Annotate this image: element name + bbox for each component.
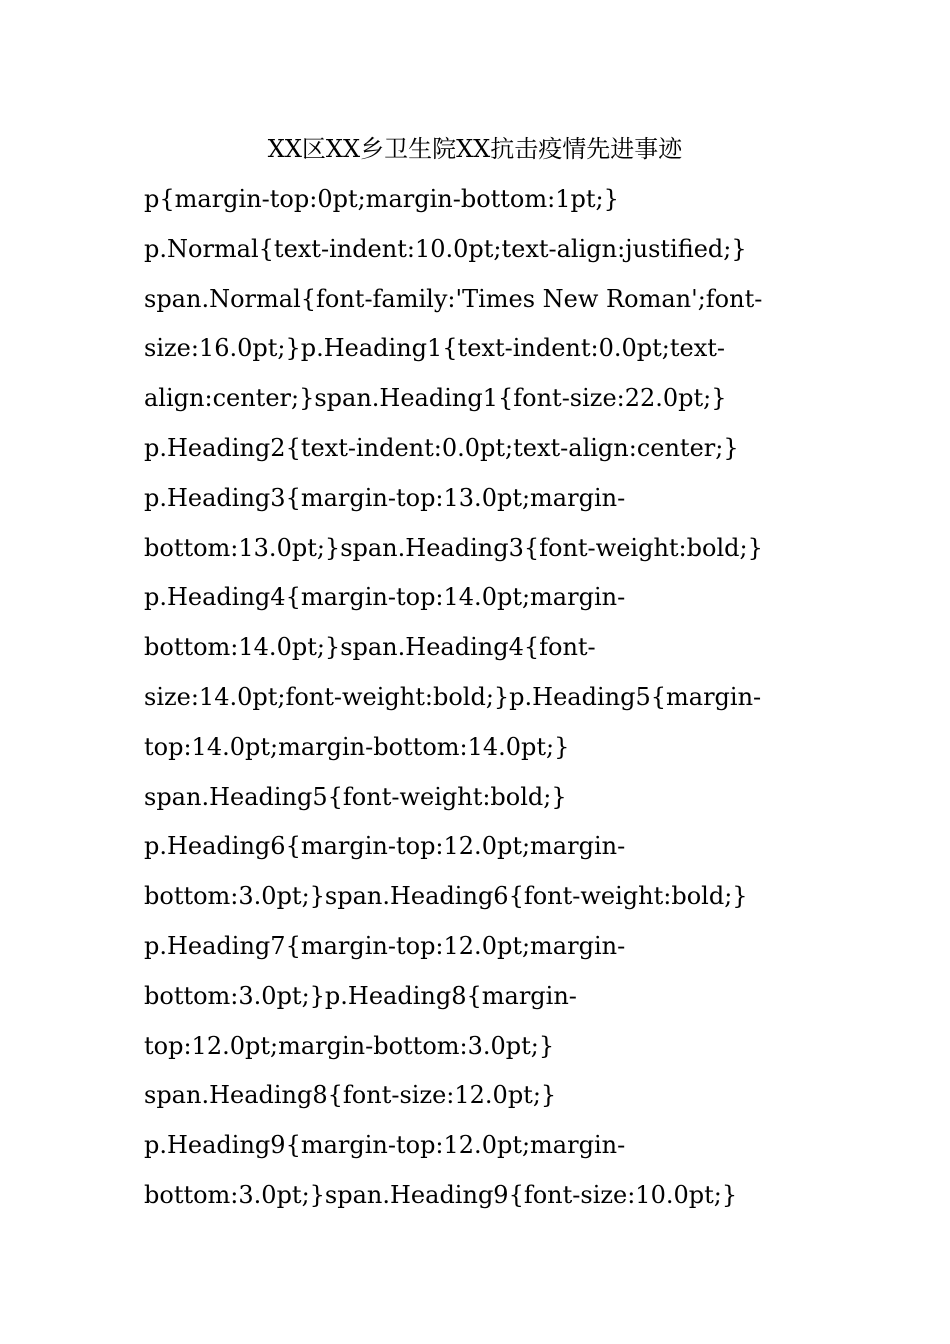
text-line: span.Heading8{font-size:12.0pt;} (144, 1081, 557, 1110)
text-line: p.Heading2{text-indent:0.0pt;text-align:center;} (144, 433, 739, 462)
text-line: p.Heading7{margin-top:12.0pt;margin- (144, 931, 626, 960)
text-line: align:center;}span.Heading1{font-size:22.0pt;} (144, 384, 727, 413)
text-line: bottom:13.0pt;}span.Heading3{font-weight:bold;} (144, 533, 763, 562)
text-line: size:16.0pt;}p.Heading1{text-indent:0.0pt;text- (144, 334, 725, 363)
text-line: bottom:3.0pt;}p.Heading8{margin- (144, 981, 577, 1010)
text-line: p.Heading9{margin-top:12.0pt;margin- (144, 1131, 626, 1160)
text-line: bottom:14.0pt;}span.Heading4{font- (144, 633, 596, 662)
document-body (144, 177, 824, 1223)
text-line: p.Heading4{margin-top:14.0pt;margin- (144, 583, 626, 612)
text-line: bottom:3.0pt;}span.Heading6{font-weight:bold;} (144, 882, 748, 911)
text-line: bottom:3.0pt;}span.Heading9{font-size:10.0pt;} (144, 1180, 738, 1209)
text-line: p.Heading6{margin-top:12.0pt;margin- (144, 832, 626, 861)
text-line: p.Normal{text-indent:10.0pt;text-align:justified;} (144, 234, 747, 263)
text-line: p{margin-top:0pt;margin-bottom:1pt;} (144, 185, 619, 213)
text-line: p.Heading3{margin-top:13.0pt;margin- (144, 483, 626, 512)
text-line: size:14.0pt;font-weight:bold;}p.Heading5{margin- (144, 682, 762, 711)
text-line: span.Normal{font-family:'Times New Roman';font- (144, 284, 763, 313)
text-line: top:14.0pt;margin-bottom:14.0pt;} (144, 732, 570, 761)
text-line: span.Heading5{font-weight:bold;} (144, 782, 567, 811)
text-line: top:12.0pt;margin-bottom:3.0pt;} (144, 1031, 555, 1060)
document-title: XX区XX乡卫生院XX抗击疫情先进事迹 (267, 135, 683, 163)
